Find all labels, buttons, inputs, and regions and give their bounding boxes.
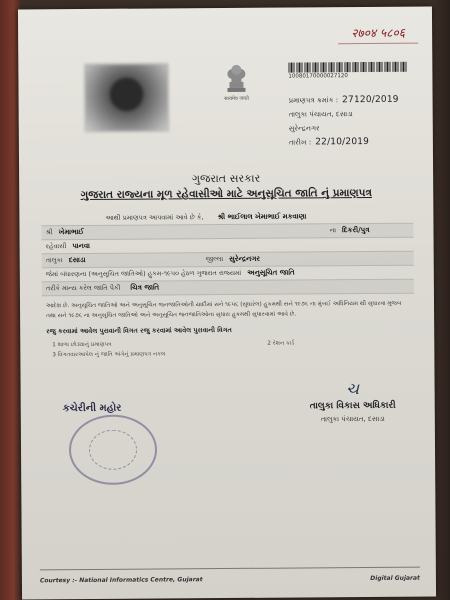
application-number-row bbox=[289, 93, 429, 108]
taluka-value: દસાડા bbox=[68, 255, 86, 265]
application-number: 27120/2019 bbox=[342, 94, 399, 106]
signature-block bbox=[283, 379, 423, 425]
issue-date: 22/10/2019 bbox=[315, 137, 370, 148]
attachment-3: 3 વિગતવારઆપેલ નું જાતિ અંગેનું પ્રમાણપત્ર નકલ bbox=[52, 350, 166, 358]
district-name: સુરેન્દ્રનગર bbox=[288, 123, 320, 133]
barcode-number: 10080170000027120 bbox=[288, 73, 348, 80]
district-label: જીલ્લા bbox=[205, 255, 224, 264]
footer-courtesy: Courtesy :- National Informatics Centre, Gujarat bbox=[39, 575, 203, 584]
emblem-icon bbox=[221, 58, 251, 94]
attachments-list bbox=[42, 338, 414, 361]
office-name: તાલુકા પંચાયત, દસાડા bbox=[288, 109, 353, 119]
intro-label: આથી પ્રમાણપત્ર આપવામાં આવે છે કે, bbox=[105, 213, 204, 222]
certificate-title: ગુજરાત રાજ્યના મૂળ રહેવાસીઓ માટે અનુસૂચિત જાતિ નું પ્રમાણપત્ર bbox=[80, 186, 372, 202]
certificate-paper bbox=[18, 7, 436, 600]
government-title: ગુજરાત સરકાર bbox=[191, 171, 261, 186]
attachment-2: 2 રેશન કાર્ડ bbox=[267, 340, 295, 347]
relation-value: દિકરી/પુત્ર bbox=[341, 226, 370, 235]
date-label: તારીખ : bbox=[288, 137, 312, 147]
reference-block bbox=[289, 93, 429, 150]
office-seal bbox=[69, 414, 157, 485]
emblem-caption: सत्यमेव जयते bbox=[224, 95, 249, 103]
father-label: શ્રી bbox=[45, 228, 53, 237]
office-seal-label: કચેરીની મહોર bbox=[62, 402, 122, 415]
certificate-form bbox=[41, 210, 414, 361]
footer-divider bbox=[40, 567, 420, 571]
signatory-title: તાલુકા વિકાસ અધિકારી bbox=[309, 400, 396, 412]
attachments-heading: રજુ કરવામાં આવેલ પુરાવાની વિગત રજુ કરવામાં આવેલ પુરાવાની વિગત bbox=[46, 325, 232, 336]
attachment-1: 1 શાળા છોડ્યાનું પ્રમાણપત્ર bbox=[52, 341, 112, 348]
relation-label: ના bbox=[329, 226, 337, 235]
applicant-name: શ્રી ભાઈલાલ ખેમાભાઈ મકવાણા bbox=[217, 212, 307, 222]
date-row bbox=[289, 135, 429, 150]
national-emblem bbox=[216, 58, 256, 110]
caste-value: અનુસૂચિત જાતિ bbox=[247, 268, 295, 277]
signatory-office: તાલુકા પંચાયત, દસાડા bbox=[320, 414, 385, 424]
background-right-edge bbox=[434, 0, 450, 600]
category-label: તરીકે માન્ય કરેલ જાતિ પૈકી bbox=[45, 283, 121, 293]
caste-label: જેમાં બંધારણના (અનુસૂચિત જાતિઓ) હુકમ-૧૯૫૦ હેઠળ ગુજરાત રાજ્યમાં bbox=[45, 268, 242, 279]
father-name: ખેમાભાઈ bbox=[58, 227, 84, 237]
application-number-label: પ્રમાણપત્ર ક્રમાંક : bbox=[288, 95, 339, 105]
legal-paragraph: આદેશ છે. અનુસૂચિત જાતિઓ અને અનુસૂચિત જનજાતિઓની યાદીમાં સને ૧૯૫૬ (સુધારેલ) હુકમથી સને ૧૯૭૬ ના મુંબઈ અધિનિયમ થી સુધારવા મુજબ તથા સને ૧૯૭૬ ના અનુસૂચિત જાતિઓ અને અનુસૂચિત જનજાતિઓના સુધારા હુકમથી સુધારવામાં આવે છે. bbox=[45, 300, 402, 319]
district-value: સુરેન્દ્રનગર bbox=[229, 254, 261, 263]
category-value: ચિત્ર જાતિ bbox=[130, 283, 160, 292]
barcode bbox=[288, 62, 408, 73]
resident-value: પાનવા bbox=[72, 241, 90, 251]
handwritten-note: २७०४ ५८०६ bbox=[338, 21, 418, 45]
footer-brand: Digital Gujarat bbox=[370, 574, 420, 582]
footer bbox=[40, 573, 420, 586]
seal-inner-ring bbox=[89, 430, 137, 470]
applicant-photo bbox=[84, 63, 168, 132]
office-line bbox=[289, 107, 429, 122]
resident-label: રહેવાસી bbox=[45, 242, 67, 251]
taluka-label: તાલુકા bbox=[45, 256, 63, 265]
attachment-item bbox=[52, 348, 404, 360]
category-row bbox=[42, 280, 414, 297]
signature-mark: ચ bbox=[346, 379, 360, 399]
district-line bbox=[289, 121, 429, 136]
